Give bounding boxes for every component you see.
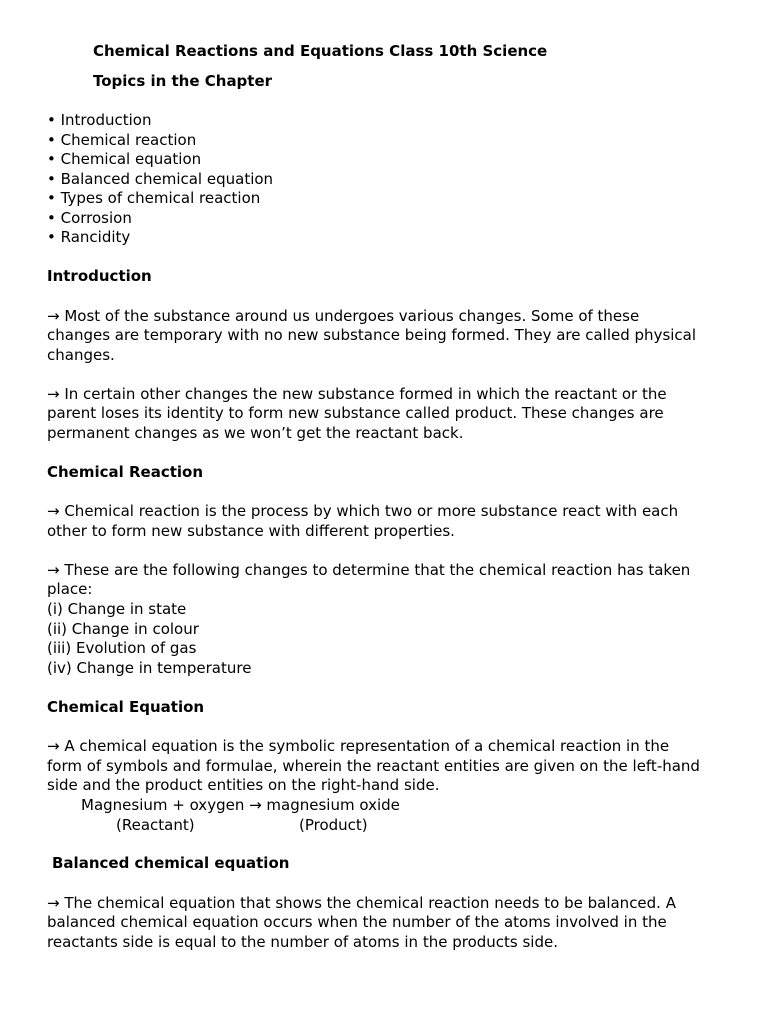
paragraph-line: permanent changes as we won’t get the reactant back. bbox=[47, 423, 464, 442]
topic-item: • Corrosion bbox=[47, 208, 132, 227]
topic-item: • Introduction bbox=[47, 111, 152, 129]
change-item: (iii) Evolution of gas bbox=[47, 639, 197, 657]
paragraph-line: other to form new substance with different properties. bbox=[47, 521, 455, 540]
topic-item: • Chemical reaction bbox=[47, 130, 197, 149]
section-heading-chemical-reaction: Chemical Reaction bbox=[47, 463, 204, 481]
paragraph-line: changes are temporary with no new substance being formed. They are called physical bbox=[47, 326, 697, 344]
paragraph-line: → These are the following changes to determine that the chemical reaction has taken bbox=[47, 561, 691, 579]
topic-item: • Balanced chemical equation bbox=[47, 169, 274, 188]
paragraph-line: reactants side is equal to the number of atoms in the products side. bbox=[47, 932, 558, 951]
topic-item: • Types of chemical reaction bbox=[47, 189, 261, 207]
paragraph-line: place: bbox=[47, 580, 93, 598]
paragraph-line: → Chemical reaction is the process by which two or more substance react with each bbox=[47, 502, 679, 520]
paragraph-line: → The chemical equation that shows the chemical reaction needs to be balanced. A bbox=[47, 893, 676, 912]
section-heading-balanced-equation: Balanced chemical equation bbox=[52, 854, 290, 872]
section-heading-chemical-equation: Chemical Equation bbox=[47, 698, 205, 716]
reactant-label: (Reactant) bbox=[116, 815, 195, 834]
product-label: (Product) bbox=[299, 815, 368, 834]
change-item: (iv) Change in temperature bbox=[47, 658, 252, 677]
document-title: Chemical Reactions and Equations Class 10th Science bbox=[93, 42, 548, 60]
section-heading-introduction: Introduction bbox=[47, 267, 152, 285]
topic-item: • Chemical equation bbox=[47, 150, 202, 168]
paragraph-line: form of symbols and formulae, wherein the reactant entities are given on the left-hand bbox=[47, 756, 700, 775]
paragraph-line: → In certain other changes the new substance formed in which the reactant or the bbox=[47, 384, 667, 403]
paragraph-line: → A chemical equation is the symbolic representation of a chemical reaction in the bbox=[47, 737, 670, 755]
topic-item: • Rancidity bbox=[47, 228, 131, 246]
paragraph-line: changes. bbox=[47, 345, 115, 364]
paragraph-line: parent loses its identity to form new substance called product. These changes are bbox=[47, 404, 664, 422]
topics-heading: Topics in the Chapter bbox=[93, 72, 273, 90]
equation-example: Magnesium + oxygen → magnesium oxide bbox=[81, 796, 400, 814]
paragraph-line: side and the product entities on the right-hand side. bbox=[47, 776, 440, 794]
paragraph-line: balanced chemical equation occurs when the number of the atoms involved in the bbox=[47, 913, 667, 931]
change-item: (ii) Change in colour bbox=[47, 619, 199, 638]
change-item: (i) Change in state bbox=[47, 600, 187, 618]
paragraph-line: → Most of the substance around us undergoes various changes. Some of these bbox=[47, 306, 640, 325]
